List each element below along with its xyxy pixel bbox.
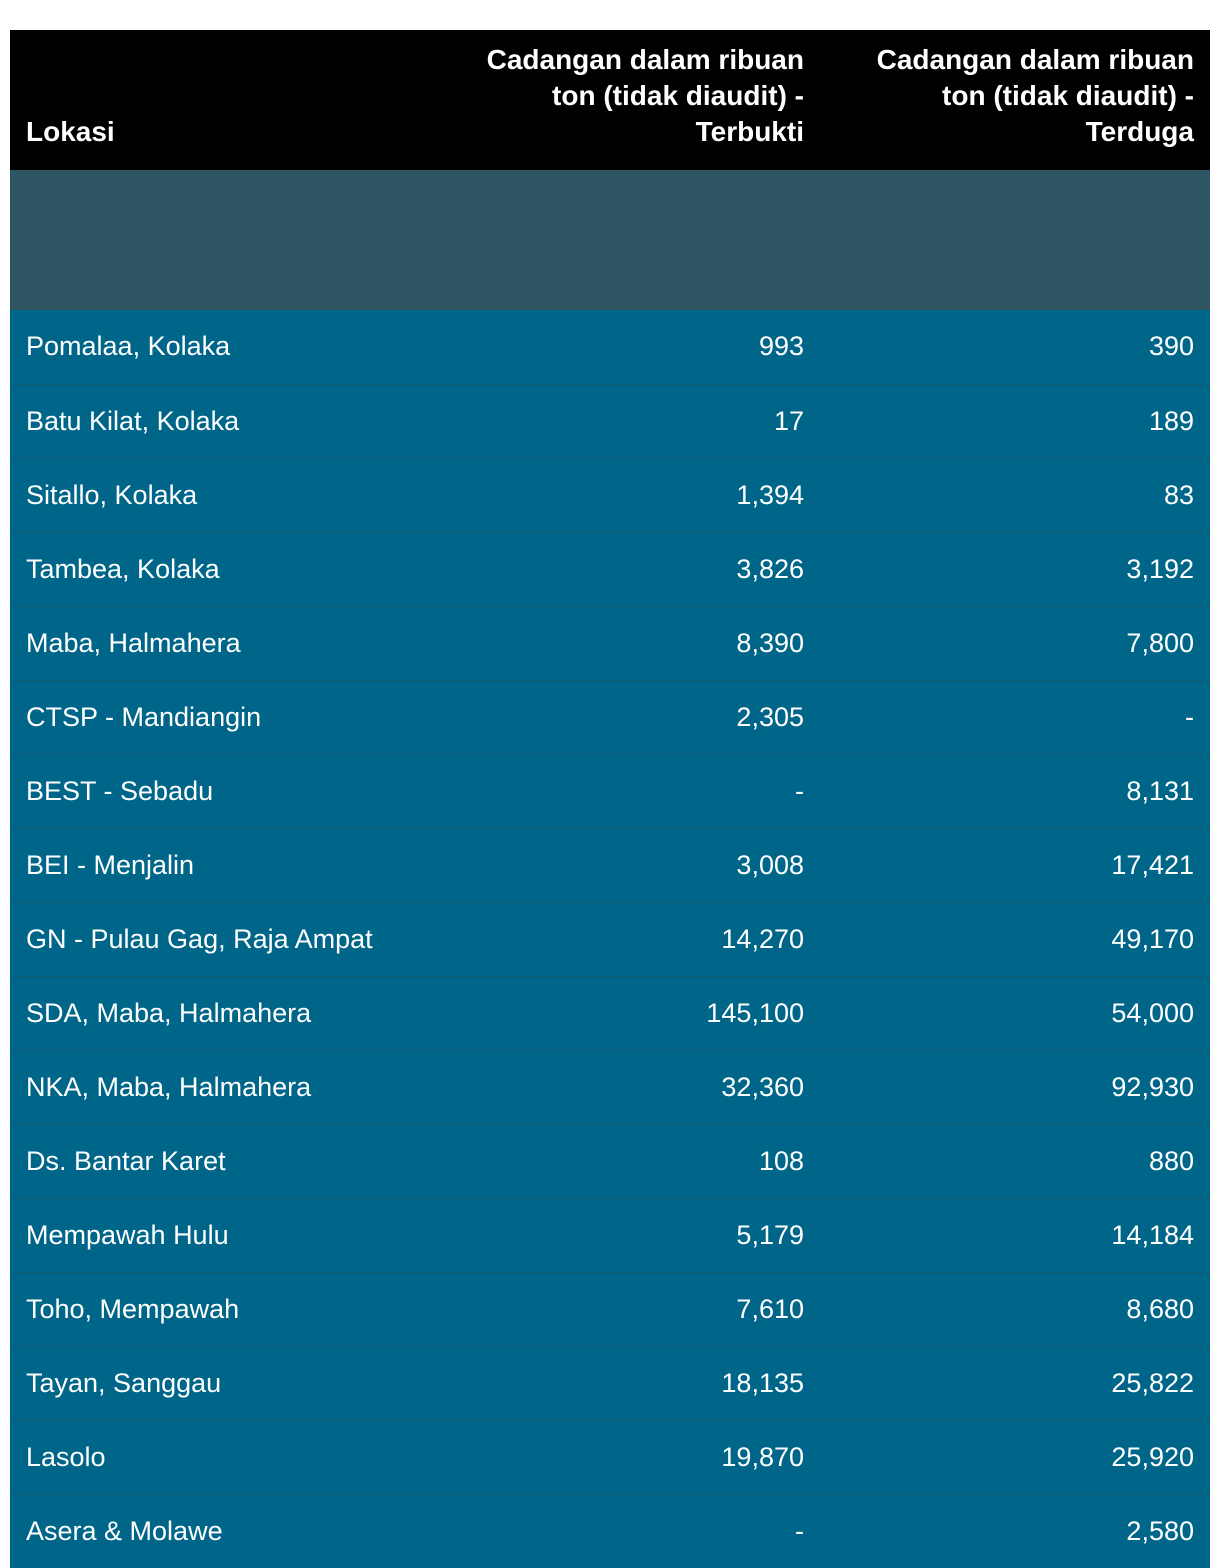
cell-location: NKA, Maba, Halmahera [26, 1071, 312, 1102]
cell-proven: 8,390 [736, 627, 804, 658]
table-row [10, 828, 1210, 902]
table-row [10, 1346, 1210, 1420]
cell-proven: 145,100 [706, 997, 804, 1028]
cell-location: Mempawah Hulu [26, 1219, 229, 1250]
cell-location: Tambea, Kolaka [26, 553, 220, 584]
table-row [10, 754, 1210, 828]
cell-probable: 14,184 [1111, 1219, 1194, 1250]
table-row [10, 1272, 1210, 1346]
cell-proven: 993 [758, 331, 804, 362]
cell-location: GN - Pulau Gag, Raja Ampat [26, 923, 373, 954]
cell-probable: - [1185, 701, 1194, 732]
reserves-table [10, 30, 1210, 1568]
cell-probable: 49,170 [1111, 923, 1194, 954]
cell-probable: 3,192 [1126, 553, 1194, 584]
table-row [10, 1124, 1210, 1198]
table-body [10, 310, 1210, 1568]
reserves-table-container [10, 30, 1210, 1568]
cell-location: Pomalaa, Kolaka [26, 331, 231, 362]
cell-proven: 108 [758, 1145, 804, 1176]
table-row [10, 310, 1210, 384]
cell-location: Asera & Molawe [26, 1515, 223, 1546]
header-row [10, 30, 1210, 170]
cell-location: Maba, Halmahera [26, 627, 241, 658]
cell-probable: 8,131 [1126, 775, 1194, 806]
cell-probable: 189 [1148, 405, 1194, 436]
cell-proven: - [795, 775, 804, 806]
cell-location: BEST - Sebadu [26, 775, 214, 806]
cell-probable: 880 [1148, 1145, 1194, 1176]
cell-probable: 25,920 [1111, 1441, 1194, 1472]
cell-probable: 17,421 [1111, 849, 1194, 880]
column-header-proven: Cadangan dalam ribuan ton (tidak diaudit) - Terbukti [486, 44, 804, 147]
cell-probable: 54,000 [1111, 997, 1194, 1028]
table-row [10, 1420, 1210, 1494]
table-header [10, 30, 1210, 310]
cell-location: Sitallo, Kolaka [26, 479, 198, 510]
cell-location: Tayan, Sanggau [26, 1367, 222, 1398]
cell-proven: 19,870 [721, 1441, 804, 1472]
cell-proven: 14,270 [721, 923, 804, 954]
column-header-location: Lokasi [26, 116, 115, 147]
cell-proven: 3,008 [736, 849, 804, 880]
cell-probable: 390 [1148, 331, 1194, 362]
table-row [10, 680, 1210, 754]
column-header-probable: Cadangan dalam ribuan ton (tidak diaudit) - Terduga [876, 44, 1194, 147]
cell-probable: 83 [1163, 479, 1194, 510]
cell-proven: 17 [773, 405, 804, 436]
cell-proven: - [795, 1515, 804, 1546]
table-row [10, 606, 1210, 680]
table-row [10, 1050, 1210, 1124]
cell-location: Ds. Bantar Karet [26, 1145, 226, 1176]
cell-location: BEI - Menjalin [26, 849, 195, 880]
cell-probable: 92,930 [1111, 1071, 1194, 1102]
cell-location: Batu Kilat, Kolaka [26, 405, 240, 436]
cell-proven: 3,826 [736, 553, 804, 584]
cell-proven: 32,360 [721, 1071, 804, 1102]
header-divider [10, 170, 1210, 310]
header-divider-line [10, 170, 1210, 310]
cell-location: Toho, Mempawah [26, 1293, 240, 1324]
cell-proven: 7,610 [736, 1293, 804, 1324]
table-row [10, 902, 1210, 976]
cell-location: SDA, Maba, Halmahera [26, 997, 312, 1028]
table-row [10, 976, 1210, 1050]
cell-proven: 5,179 [736, 1219, 804, 1250]
table-row [10, 384, 1210, 458]
cell-probable: 2,580 [1126, 1515, 1194, 1546]
table-row [10, 532, 1210, 606]
cell-probable: 8,680 [1126, 1293, 1194, 1324]
cell-probable: 25,822 [1111, 1367, 1194, 1398]
table-row [10, 1494, 1210, 1568]
cell-proven: 18,135 [721, 1367, 804, 1398]
cell-proven: 2,305 [736, 701, 804, 732]
cell-proven: 1,394 [736, 479, 804, 510]
cell-probable: 7,800 [1126, 627, 1194, 658]
cell-location: Lasolo [26, 1441, 106, 1472]
table-row [10, 458, 1210, 532]
table-row [10, 1198, 1210, 1272]
cell-location: CTSP - Mandiangin [26, 701, 262, 732]
